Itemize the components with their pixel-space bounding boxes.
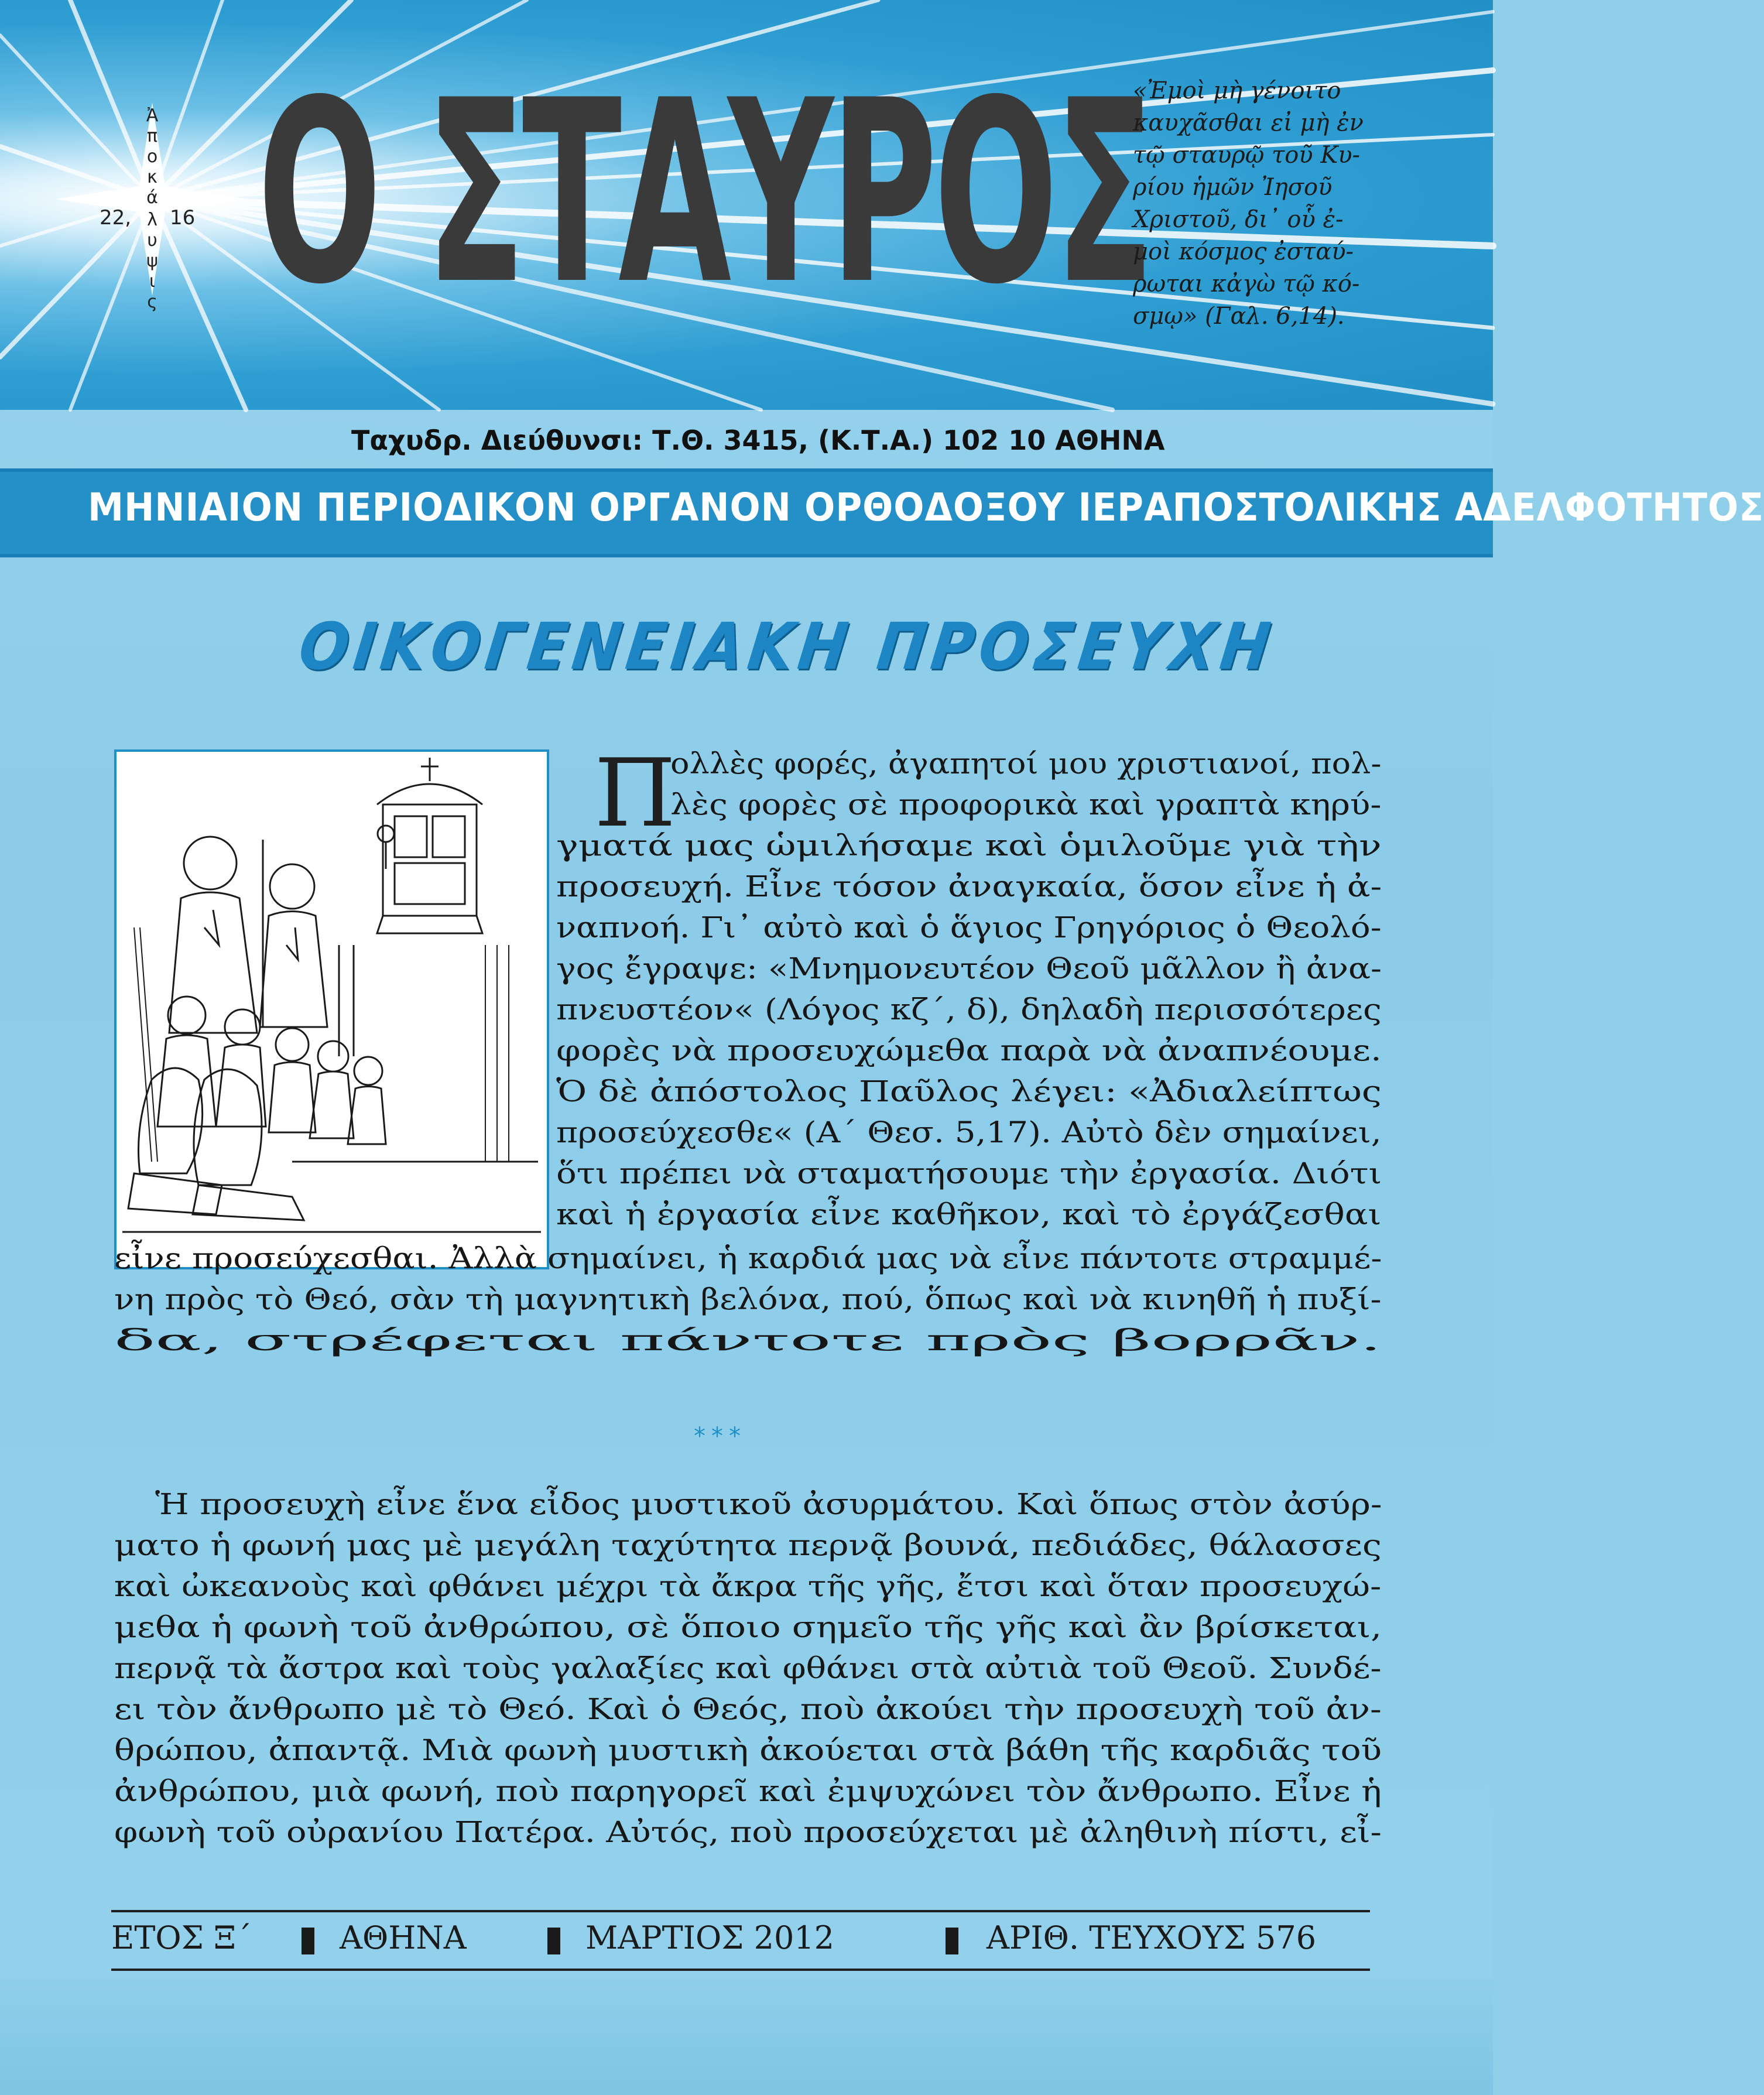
quote-line: «Ἐμοὶ μὴ γένοιτο [1133,77,1341,104]
quote-line: ρίου ἡμῶν Ἰησοῦ [1133,174,1333,201]
quote-line: καυχᾶσθαι εἰ μὴ ἐν [1133,109,1364,136]
drop-cap: Π [594,738,676,848]
quote-line: Χριστοῦ, δι᾽ οὗ ἐ- [1133,206,1344,233]
star-letter: κ [147,167,157,187]
star-verse-number: 16 [170,206,196,230]
star-letter: ς [147,292,157,312]
quote-line: μοὶ κόσμος ἐσταύ- [1133,238,1354,265]
postal-address: Ταχυδρ. Διεύθυνσι: Τ.Θ. 3415, (Κ.Τ.Α.) 102 10 ΑΘΗΝΑ [351,425,1165,456]
star-letter: ψ [146,251,158,271]
quote-line: σμῳ» (Γαλ. 6,14). [1133,303,1345,330]
star-chapter-number: 22, [100,206,132,230]
paragraph1-line: προσεύχεσθε« (Α΄ Θεσ. 5,17). Αὐτὸ δὲν σημαίνει, [556,1115,1382,1149]
paragraph1-line: ολλὲς φορές, ἀγαπητοί μου χριστιανοί, πολ- [670,747,1382,781]
paragraph1-line: νη πρὸς τὸ Θεό, σὰν τὴ μαγνητικὴ βελόνα, πού, ὅπως καὶ νὰ κινηθῆ ἡ πυξί- [114,1282,1382,1316]
footer-bottom-rule [111,1969,1370,1971]
paragraph2-line: θρώπου, ἀπαντᾷ. Μιὰ φωνὴ μυστικὴ ἀκούεται στὰ βάθη τῆς καρδιᾶς τοῦ [114,1733,1382,1767]
paragraph1-line: γματά μας ὡμιλήσαμε καὶ ὁμιλοῦμε γιὰ τὴν [556,829,1382,862]
footer-issue: ΑΡΙΘ. ΤΕΥΧΟΥΣ 576 [987,1919,1317,1956]
star-letter: Ἀ [146,105,159,126]
footer-city: ΑΘΗΝΑ [340,1919,467,1956]
paragraph1-line: καὶ ἡ ἐργασία εἶνε καθῆκον, καὶ τὸ ἐργάζεσθαι [556,1197,1382,1231]
footer-top-rule [111,1910,1370,1912]
paragraph2-line: ματο ἡ φωνή μας μὲ μεγάλη ταχύτητα περνᾷ βουνά, πεδιάδες, θάλασσες [114,1528,1382,1562]
issue-footer [111,1919,1370,1966]
star-letter: λ [147,210,157,230]
star-letter: ά [146,187,158,208]
paragraph2-line: ἀνθρώπου, μιὰ φωνή, ποὺ παρηγορεῖ καὶ ἐμψυχώνει τὸν ἄνθρωπο. Εἶνε ἡ [114,1774,1382,1808]
paragraph1-line: ὅτι πρέπει νὰ σταματήσουμε τὴν ἐργασία. Διότι [556,1156,1382,1190]
family-prayer-drawing [117,752,547,1267]
star-letter: ο [146,146,158,167]
paragraph1-line: γος ἔγραψε: «Μνημονευτέον Θεοῦ μᾶλλον ἢ ἀνα- [556,951,1382,985]
paragraph1-line: εἶνε προσεύχεσθαι. Ἀλλὰ σημαίνει, ἡ καρδιά μας νὰ εἶνε πάντοτε στραμμέ- [114,1241,1382,1275]
paragraph2-line: μεθα ἡ φωνὴ τοῦ ἀνθρώπου, σὲ ὅποιο σημεῖο τῆς γῆς καὶ ἂν βρίσκεται, [114,1610,1382,1644]
star-letter: π [146,126,158,146]
footer-separator-square [302,1928,314,1954]
family-prayer-illustration [114,749,549,1269]
paragraph1-line: πνευστέον« (Λόγος κζ΄, δ), δηλαδὴ περισσότερες [556,992,1382,1026]
masthead [0,0,1493,410]
paragraph1-line: προσευχή. Εἶνε τόσον ἀναγκαία, ὅσον εἶνε ἡ ἀ- [556,870,1382,903]
star-letter: ι [149,271,156,292]
quote-line: ρωται κἀγὼ τῷ κό- [1133,271,1360,297]
footer-month: ΜΑΡΤΙΟΣ 2012 [585,1919,835,1956]
article-headline: ΟΙΚΟΓΕΝΕΙΑΚΗ ΠΡΟΣΕΥΧΗ [294,609,1280,684]
footer-year: ΕΤΟΣ Ξ΄ [111,1919,252,1956]
footer-separator-square [946,1928,958,1954]
paragraph1-line: δα, στρέφεται πάντοτε πρὸς βορρᾶν. [114,1323,1382,1357]
quote-line: τῷ σταυρῷ τοῦ Κυ- [1133,142,1361,169]
magazine-title: Ο ΣΤΑΥΡΟΣ [258,47,1151,340]
paragraph2-line: φωνὴ τοῦ οὐρανίου Πατέρα. Αὐτός, ποὺ προσεύχεται μὲ ἀληθινὴ πίστι, εἶ- [114,1815,1382,1849]
section-separator: *** [694,1423,746,1450]
paragraph2-line: Ἡ προσευχὴ εἶνε ἕνα εἶδος μυστικοῦ ἀσυρμάτου. Καὶ ὅπως στὸν ἀσύρ- [155,1487,1382,1521]
paragraph2-line: ει τὸν ἄνθρωπο μὲ τὸ Θεό. Καὶ ὁ Θεός, ποὺ ἀκούει τὴν προσευχὴ τοῦ ἀν- [114,1692,1382,1726]
subtitle-banner-text: ΜΗΝΙΑΙΟΝ ΠΕΡΙΟΔΙΚΟΝ ΟΡΓΑΝΟΝ ΟΡΘΟΔΟΞΟΥ ΙΕΡΑΠΟΣΤΟΛΙΚΗΣ ΑΔΕΛΦΟΤΗΤΟΣ [88,485,1764,530]
bottom-margin [0,1979,1493,2095]
footer-separator-square [547,1928,560,1954]
masthead-quote [1133,75,1390,333]
paragraph2-line: περνᾷ τὰ ἄστρα καὶ τοὺς γαλαξίες καὶ φθάνει στὰ αὐτιὰ τοῦ Θεοῦ. Συνδέ- [114,1651,1382,1685]
paragraph1-line: ναπνοή. Γι᾽ αὐτὸ καὶ ὁ ἅγιος Γρηγόριος ὁ Θεολό- [556,910,1382,944]
paragraph1-line: λὲς φορὲς σὲ προφορικὰ καὶ γραπτὰ κηρύ- [670,788,1382,821]
star-letter: υ [147,230,157,251]
paragraph1-line: Ὁ δὲ ἀπόστολος Παῦλος λέγει: «Ἀδιαλείπτως [556,1074,1382,1108]
paragraph2-line: καὶ ὠκεανοὺς καὶ φθάνει μέχρι τὰ ἄκρα τῆς γῆς, ἔτσι καὶ ὅταν προσευχώ- [114,1569,1382,1603]
paragraph1-line: φορὲς νὰ προσευχώμεθα παρὰ νὰ ἀναπνέουμε. [556,1033,1382,1067]
